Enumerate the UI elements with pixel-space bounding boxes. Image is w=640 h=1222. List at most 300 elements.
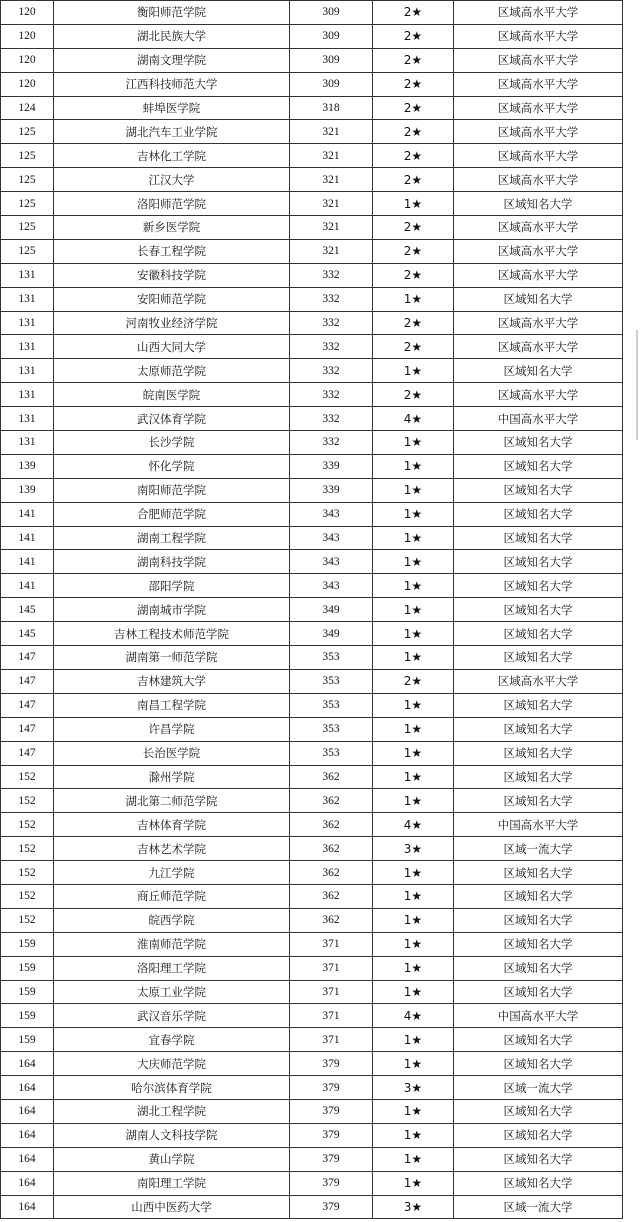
rank-text: 141 [18, 555, 36, 568]
star-rating-cell [373, 598, 454, 622]
star-rating-cell [373, 861, 454, 885]
level-cell [454, 837, 623, 861]
rank-text: 164 [18, 1153, 36, 1166]
university-name-cell [54, 1147, 290, 1171]
rank-cell [1, 765, 54, 789]
score-cell [290, 813, 373, 837]
university-name-text: 吉林工程技术师范学院 [114, 626, 229, 641]
score-text: 332 [322, 293, 340, 306]
rank-text: 152 [18, 866, 36, 879]
rank-text: 125 [18, 245, 36, 258]
score-text: 343 [322, 579, 340, 592]
rank-cell [1, 646, 54, 670]
score-text: 339 [322, 484, 340, 497]
rank-cell [1, 239, 54, 263]
table-row [1, 932, 623, 956]
star-rating-text: 1★ [403, 1032, 423, 1047]
star-rating-cell [373, 1, 454, 25]
rank-text: 124 [18, 102, 36, 114]
level-text: 区域一流大学 [503, 1080, 573, 1095]
level-text: 区域高水平大学 [497, 5, 579, 20]
score-cell [290, 1076, 373, 1100]
star-rating-cell [373, 431, 454, 455]
rank-cell [1, 861, 54, 885]
table-row [1, 1171, 623, 1195]
level-text: 中国高水平大学 [497, 817, 579, 832]
star-rating-cell [373, 932, 454, 956]
star-rating-cell [373, 622, 454, 646]
university-name-text: 湖北工程学院 [137, 1104, 206, 1119]
rank-text: 120 [18, 78, 36, 91]
rank-cell [1, 263, 54, 287]
university-name-text: 武汉音乐学院 [137, 1008, 206, 1023]
rank-cell [1, 216, 54, 240]
table-row [1, 454, 623, 478]
table-row [1, 96, 623, 120]
star-rating-cell [373, 287, 454, 311]
star-rating-text: 2★ [403, 316, 423, 331]
table-row [1, 1099, 623, 1123]
star-rating-cell [373, 48, 454, 72]
university-name-cell [54, 263, 290, 287]
score-text: 332 [322, 436, 340, 449]
level-text: 区域知名大学 [503, 698, 573, 713]
star-rating-text: 2★ [403, 5, 423, 20]
level-text: 区域知名大学 [503, 507, 573, 522]
star-rating-text: 1★ [403, 483, 423, 498]
score-text: 332 [322, 388, 340, 401]
university-name-text: 皖西学院 [148, 913, 195, 928]
score-cell [290, 1147, 373, 1171]
level-cell [454, 861, 623, 885]
star-rating-text: 1★ [403, 913, 423, 928]
rank-cell [1, 789, 54, 813]
rank-cell [1, 72, 54, 96]
table-row [1, 956, 623, 980]
ranking-table-body [1, 1, 623, 1219]
star-rating-cell [373, 168, 454, 192]
rank-text: 125 [18, 221, 36, 234]
star-rating-text: 1★ [403, 793, 423, 808]
university-name-cell [54, 239, 290, 263]
level-cell [454, 646, 623, 670]
university-name-text: 蚌埠医学院 [142, 101, 201, 115]
level-text: 区域知名大学 [503, 435, 573, 450]
star-rating-cell [373, 717, 454, 741]
table-row [1, 884, 623, 908]
university-name-cell [54, 120, 290, 144]
star-rating-text: 2★ [403, 29, 423, 44]
star-rating-text: 1★ [403, 722, 423, 737]
university-name-text: 山西中医药大学 [131, 1199, 212, 1214]
score-cell [290, 956, 373, 980]
score-cell [290, 96, 373, 120]
rank-text: 152 [18, 842, 36, 855]
star-rating-cell [373, 407, 454, 431]
star-rating-cell [373, 239, 454, 263]
level-text: 区域知名大学 [503, 363, 573, 378]
rank-text: 131 [18, 412, 36, 425]
rank-text: 125 [18, 197, 36, 210]
score-cell [290, 646, 373, 670]
rank-cell [1, 383, 54, 407]
score-text: 379 [322, 1129, 340, 1142]
rank-cell [1, 359, 54, 383]
star-rating-text: 1★ [403, 554, 423, 569]
score-text: 332 [322, 269, 340, 282]
table-row [1, 239, 623, 263]
university-name-text: 太原工业学院 [137, 984, 206, 999]
level-cell [454, 216, 623, 240]
university-name-cell [54, 287, 290, 311]
university-name-cell [54, 359, 290, 383]
level-text: 区域知名大学 [503, 626, 573, 641]
university-name-text: 长治医学院 [142, 746, 201, 761]
star-rating-cell [373, 741, 454, 765]
table-row [1, 48, 623, 72]
rank-cell [1, 598, 54, 622]
level-cell [454, 1099, 623, 1123]
rank-cell [1, 1004, 54, 1028]
level-text: 区域知名大学 [503, 602, 573, 617]
level-text: 区域高水平大学 [497, 101, 579, 115]
score-cell [290, 144, 373, 168]
level-cell [454, 1004, 623, 1028]
table-row [1, 789, 623, 813]
level-cell [454, 24, 623, 48]
score-cell [290, 48, 373, 72]
university-name-cell [54, 908, 290, 932]
university-name-cell [54, 1076, 290, 1100]
university-name-cell [54, 1052, 290, 1076]
university-name-cell [54, 813, 290, 837]
table-row [1, 1147, 623, 1171]
level-text: 区域知名大学 [503, 722, 573, 737]
level-text: 区域知名大学 [503, 984, 573, 999]
star-rating-text: 1★ [403, 937, 423, 952]
table-row [1, 359, 623, 383]
level-cell [454, 311, 623, 335]
level-text: 区域知名大学 [503, 196, 573, 211]
level-cell [454, 1, 623, 25]
score-text: 362 [322, 818, 340, 831]
table-row [1, 502, 623, 526]
university-name-text: 淮南师范学院 [137, 937, 206, 952]
level-cell [454, 932, 623, 956]
score-cell [290, 765, 373, 789]
rank-cell [1, 335, 54, 359]
rank-cell [1, 908, 54, 932]
rank-cell [1, 407, 54, 431]
star-rating-cell [373, 1076, 454, 1100]
score-cell [290, 1, 373, 25]
university-name-cell [54, 478, 290, 502]
rank-text: 159 [18, 985, 36, 998]
rank-text: 125 [18, 125, 36, 138]
university-name-text: 九江学院 [148, 865, 195, 880]
rank-cell [1, 1052, 54, 1076]
rank-text: 152 [18, 818, 36, 831]
university-name-cell [54, 526, 290, 550]
star-rating-text: 1★ [403, 961, 423, 976]
level-cell [454, 526, 623, 550]
star-rating-cell [373, 454, 454, 478]
level-text: 区域知名大学 [503, 961, 573, 976]
score-cell [290, 669, 373, 693]
star-rating-cell [373, 526, 454, 550]
table-row [1, 168, 623, 192]
level-cell [454, 72, 623, 96]
rank-text: 131 [18, 317, 36, 330]
university-name-text: 太原师范学院 [137, 363, 206, 378]
table-row [1, 1052, 623, 1076]
rank-text: 159 [18, 962, 36, 975]
university-name-text: 黄山学院 [148, 1152, 195, 1167]
level-cell [454, 956, 623, 980]
star-rating-cell [373, 669, 454, 693]
level-cell [454, 454, 623, 478]
score-text: 371 [322, 1033, 340, 1046]
rank-cell [1, 168, 54, 192]
score-text: 362 [322, 890, 340, 903]
star-rating-cell [373, 1099, 454, 1123]
level-cell [454, 263, 623, 287]
level-cell [454, 48, 623, 72]
level-cell [454, 550, 623, 574]
score-text: 321 [322, 149, 340, 162]
rank-cell [1, 526, 54, 550]
star-rating-text: 2★ [403, 172, 423, 187]
university-name-cell [54, 741, 290, 765]
star-rating-text: 1★ [403, 769, 423, 784]
university-name-text: 哈尔滨体育学院 [131, 1080, 212, 1095]
score-cell [290, 1171, 373, 1195]
star-rating-text: 1★ [403, 626, 423, 641]
score-text: 321 [322, 173, 340, 186]
score-cell [290, 454, 373, 478]
table-row [1, 861, 623, 885]
rank-cell [1, 550, 54, 574]
level-text: 区域知名大学 [503, 937, 573, 952]
university-name-cell [54, 956, 290, 980]
university-name-cell [54, 622, 290, 646]
score-text: 353 [322, 747, 340, 760]
university-name-cell [54, 407, 290, 431]
university-name-cell [54, 861, 290, 885]
table-row [1, 574, 623, 598]
level-cell [454, 1195, 623, 1219]
star-rating-cell [373, 502, 454, 526]
university-name-text: 宜春学院 [148, 1032, 195, 1047]
table-row [1, 1123, 623, 1147]
university-name-cell [54, 454, 290, 478]
rank-cell [1, 502, 54, 526]
star-rating-text: 2★ [403, 124, 423, 139]
rank-text: 147 [18, 675, 36, 688]
score-cell [290, 168, 373, 192]
star-rating-text: 1★ [403, 889, 423, 904]
star-rating-text: 1★ [403, 1104, 423, 1119]
university-name-cell [54, 550, 290, 574]
star-rating-cell [373, 383, 454, 407]
rank-cell [1, 1195, 54, 1219]
star-rating-cell [373, 1004, 454, 1028]
table-row [1, 192, 623, 216]
rank-text: 131 [18, 269, 36, 282]
level-cell [454, 741, 623, 765]
star-rating-cell [373, 1028, 454, 1052]
level-text: 区域高水平大学 [497, 339, 579, 354]
level-cell [454, 192, 623, 216]
university-name-text: 湖南科技学院 [137, 554, 206, 569]
score-cell [290, 311, 373, 335]
score-cell [290, 741, 373, 765]
rank-text: 152 [18, 914, 36, 927]
score-cell [290, 908, 373, 932]
rank-cell [1, 192, 54, 216]
university-name-cell [54, 431, 290, 455]
star-rating-text: 2★ [403, 53, 423, 68]
level-cell [454, 120, 623, 144]
score-cell [290, 287, 373, 311]
university-name-cell [54, 717, 290, 741]
star-rating-text: 1★ [403, 363, 423, 378]
level-text: 区域高水平大学 [497, 316, 579, 331]
rank-cell [1, 1147, 54, 1171]
university-name-cell [54, 789, 290, 813]
rank-text: 139 [18, 460, 36, 473]
university-name-cell [54, 574, 290, 598]
score-text: 371 [322, 962, 340, 975]
star-rating-cell [373, 359, 454, 383]
university-name-cell [54, 1099, 290, 1123]
score-cell [290, 932, 373, 956]
university-name-cell [54, 669, 290, 693]
score-cell [290, 72, 373, 96]
star-rating-cell [373, 765, 454, 789]
score-cell [290, 598, 373, 622]
score-text: 321 [322, 245, 340, 258]
university-name-cell [54, 837, 290, 861]
score-text: 362 [322, 914, 340, 927]
university-name-cell [54, 311, 290, 335]
star-rating-cell [373, 263, 454, 287]
rank-text: 152 [18, 770, 36, 783]
table-row [1, 431, 623, 455]
score-text: 371 [322, 985, 340, 998]
level-cell [454, 908, 623, 932]
university-name-text: 武汉体育学院 [137, 411, 206, 426]
star-rating-text: 2★ [403, 387, 423, 402]
level-cell [454, 502, 623, 526]
rank-text: 164 [18, 1177, 36, 1190]
university-name-cell [54, 1171, 290, 1195]
rank-text: 120 [18, 54, 36, 67]
university-name-text: 湖南城市学院 [137, 602, 206, 617]
rank-text: 159 [18, 938, 36, 951]
university-name-cell [54, 932, 290, 956]
score-text: 309 [322, 78, 340, 91]
star-rating-cell [373, 550, 454, 574]
university-name-text: 长春工程学院 [137, 244, 206, 259]
university-name-cell [54, 598, 290, 622]
score-text: 349 [322, 627, 340, 640]
star-rating-text: 1★ [403, 1128, 423, 1143]
star-rating-text: 1★ [403, 698, 423, 713]
table-row [1, 263, 623, 287]
university-name-text: 湖北民族大学 [137, 29, 206, 44]
university-name-text: 合肥师范学院 [137, 507, 206, 522]
score-cell [290, 622, 373, 646]
table-row [1, 526, 623, 550]
level-cell [454, 693, 623, 717]
university-name-text: 安阳师范学院 [137, 292, 206, 307]
level-cell [454, 287, 623, 311]
rank-text: 152 [18, 794, 36, 807]
score-text: 321 [322, 221, 340, 234]
level-text: 区域高水平大学 [497, 29, 579, 44]
score-text: 362 [322, 770, 340, 783]
university-name-cell [54, 765, 290, 789]
rank-cell [1, 693, 54, 717]
rank-cell [1, 669, 54, 693]
level-text: 区域知名大学 [503, 531, 573, 546]
rank-text: 131 [18, 293, 36, 306]
score-cell [290, 789, 373, 813]
star-rating-text: 2★ [403, 77, 423, 92]
university-name-text: 湖北第二师范学院 [125, 793, 218, 808]
level-text: 区域知名大学 [503, 746, 573, 761]
score-text: 309 [322, 6, 340, 19]
score-cell [290, 717, 373, 741]
university-name-cell [54, 1028, 290, 1052]
level-cell [454, 1028, 623, 1052]
rank-text: 159 [18, 1009, 36, 1022]
university-name-text: 湖南文理学院 [137, 53, 206, 68]
score-text: 379 [322, 1081, 340, 1094]
score-text: 332 [322, 364, 340, 377]
rank-text: 147 [18, 747, 36, 760]
level-text: 区域知名大学 [503, 769, 573, 784]
university-name-text: 洛阳理工学院 [137, 961, 206, 976]
rank-cell [1, 717, 54, 741]
score-text: 362 [322, 866, 340, 879]
star-rating-cell [373, 192, 454, 216]
rank-cell [1, 24, 54, 48]
rank-cell [1, 454, 54, 478]
score-cell [290, 407, 373, 431]
level-cell [454, 1171, 623, 1195]
star-rating-text: 1★ [403, 578, 423, 593]
university-name-text: 河南牧业经济学院 [125, 316, 218, 331]
score-text: 362 [322, 842, 340, 855]
rank-text: 131 [18, 388, 36, 401]
score-cell [290, 1123, 373, 1147]
rank-text: 164 [18, 1129, 36, 1142]
level-cell [454, 168, 623, 192]
rank-cell [1, 1171, 54, 1195]
rank-text: 145 [18, 603, 36, 616]
university-name-cell [54, 216, 290, 240]
score-cell [290, 431, 373, 455]
rank-text: 147 [18, 723, 36, 736]
rank-text: 125 [18, 173, 36, 186]
table-row [1, 311, 623, 335]
rank-text: 125 [18, 149, 36, 162]
university-name-cell [54, 383, 290, 407]
level-text: 区域知名大学 [503, 889, 573, 904]
table-row [1, 598, 623, 622]
